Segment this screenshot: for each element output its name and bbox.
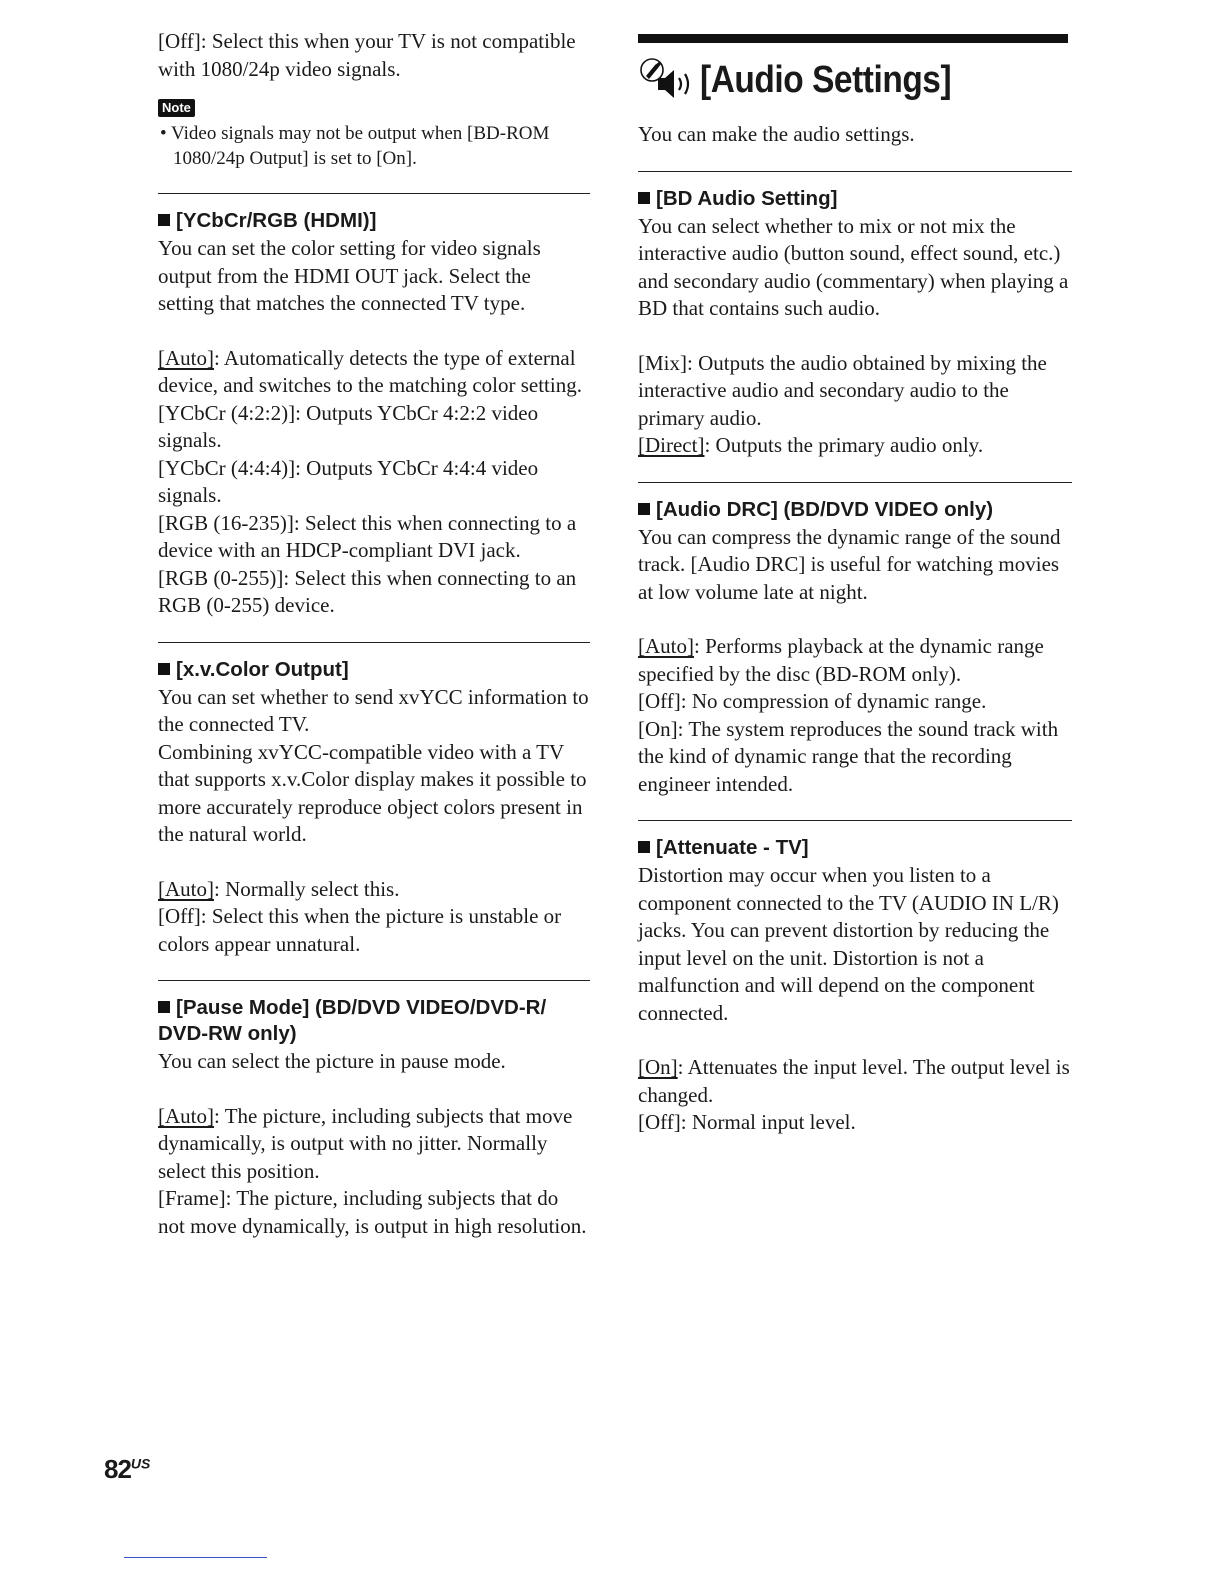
option-off: [Off]: Normal input level. (638, 1110, 856, 1134)
section-xvcolor (158, 657, 590, 959)
section-divider (638, 171, 1072, 172)
section-attenuate (638, 835, 1072, 1137)
section-divider (158, 980, 590, 981)
section-bd-audio (638, 186, 1072, 460)
section-pause-mode (158, 995, 590, 1240)
option-auto: [Auto]: Automatically detects the type of external device, and switches to the matching color setting. (158, 345, 582, 397)
option-frame: [Frame]: The picture, including subjects that do not move dynamically, is output in high resolution. (158, 1186, 587, 1238)
square-bullet-icon (638, 503, 650, 515)
chapter-title: [Audio Settings] (700, 58, 952, 101)
section-ycbcr (158, 208, 590, 620)
section-description: Combining xvYCC-compatible video with a TV that supports x.v.Color display makes it possible to more accurately reproduce object colors present in the natural world. (158, 739, 587, 846)
option-on: [On]: Attenuates the input level. The output level is changed. (638, 1055, 1070, 1107)
option-off: [Off]: No compression of dynamic range. (638, 689, 987, 713)
note-line-1: • Video signals may not be output when [BD-ROM (160, 123, 550, 144)
square-bullet-icon (638, 192, 650, 204)
option-on: [On]: The system reproduces the sound track with the kind of dynamic range that the recording engineer intended. (638, 716, 1059, 796)
section-audio-drc (638, 497, 1072, 799)
section-title: [BD Audio Setting] (656, 186, 838, 210)
chapter-heading (638, 49, 1072, 111)
section-title: [Audio DRC] (BD/DVD VIDEO only) (656, 497, 994, 521)
square-bullet-icon (638, 841, 650, 853)
intro-off-option: [Off]: Select this when your TV is not compatible with 1080/24p video signals. (158, 29, 576, 81)
section-description: You can select whether to mix or not mix the interactive audio (button sound, effect sound, etc.) and secondary audio (commentary) when playing a BD that contains such audio. (638, 213, 1069, 320)
note-text (158, 121, 590, 171)
footer-line (124, 1557, 267, 1558)
section-description: Distortion may occur when you listen to a component connected to the TV (AUDIO IN L/R) jacks. You can prevent distortion by reducing the input level on the unit. Distortion is not a malfunction and will depend on the component connected. (638, 863, 1059, 1025)
chapter-intro: You can make the audio settings. (638, 122, 915, 146)
option-auto: [Auto]: Normally select this. (158, 876, 400, 901)
left-column (158, 28, 590, 1240)
section-divider (638, 820, 1072, 821)
option-ycbcr-444: [YCbCr (4:4:4)]: Outputs YCbCr 4:4:4 video signals. (158, 455, 539, 507)
section-title: [Pause Mode] (BD/DVD VIDEO/DVD-R/ (176, 996, 547, 1019)
right-column (638, 34, 1072, 1137)
page-number: $82^{US}$ (104, 1454, 151, 1484)
option-off: [Off]: Select this when the picture is unstable or colors appear unnatural. (158, 904, 562, 956)
square-bullet-icon (158, 663, 170, 675)
section-title: [Attenuate - TV] (656, 836, 809, 859)
section-title-cont: DVD-RW only) (158, 1022, 297, 1045)
square-bullet-icon (158, 1001, 170, 1013)
section-description: You can select the picture in pause mode. (158, 1049, 506, 1073)
option-ycbcr-422: [YCbCr (4:2:2)]: Outputs YCbCr 4:2:2 video signals. (158, 400, 539, 452)
section-divider (158, 193, 590, 194)
section-divider (158, 642, 590, 643)
section-title: [x.v.Color Output] (176, 657, 349, 681)
note-badge: Note (158, 99, 195, 117)
page-region-suffix: US (130, 1455, 151, 1472)
option-rgb-0-255: [RGB (0-255)]: Select this when connecting to an RGB (0-255) device. (158, 565, 577, 617)
section-divider (638, 482, 1072, 483)
section-description: You can set the color setting for video signals output from the HDMI OUT jack. Select the setting that matches the connected TV type. (158, 236, 541, 315)
square-bullet-icon (158, 214, 170, 226)
section-description: You can compress the dynamic range of the sound track. [Audio DRC] is useful for watching movies at low volume late at night. (638, 524, 1061, 604)
section-title: [YCbCr/RGB (HDMI)] (176, 209, 377, 232)
heading-bar (638, 34, 1068, 43)
audio-settings-icon (638, 54, 696, 106)
section-description: You can set whether to send xvYCC information to the connected TV. (158, 684, 589, 736)
option-auto: [Auto]: The picture, including subjects that move dynamically, is output with no jitter. Normally select this position. (158, 1103, 573, 1183)
note-block (158, 83, 590, 171)
option-auto: [Auto]: Performs playback at the dynamic range specified by the disc (BD-ROM only). (638, 634, 1044, 686)
option-direct: [Direct]: Outputs the primary audio only. (638, 433, 984, 457)
option-rgb-16-235: [RGB (16-235)]: Select this when connecting to a device with an HDCP-compliant DVI jack. (158, 510, 577, 562)
option-mix: [Mix]: Outputs the audio obtained by mixing the interactive audio and secondary audio to the primary audio. (638, 350, 1047, 430)
note-line-2: 1080/24p Output] is set to [On]. (173, 148, 417, 169)
